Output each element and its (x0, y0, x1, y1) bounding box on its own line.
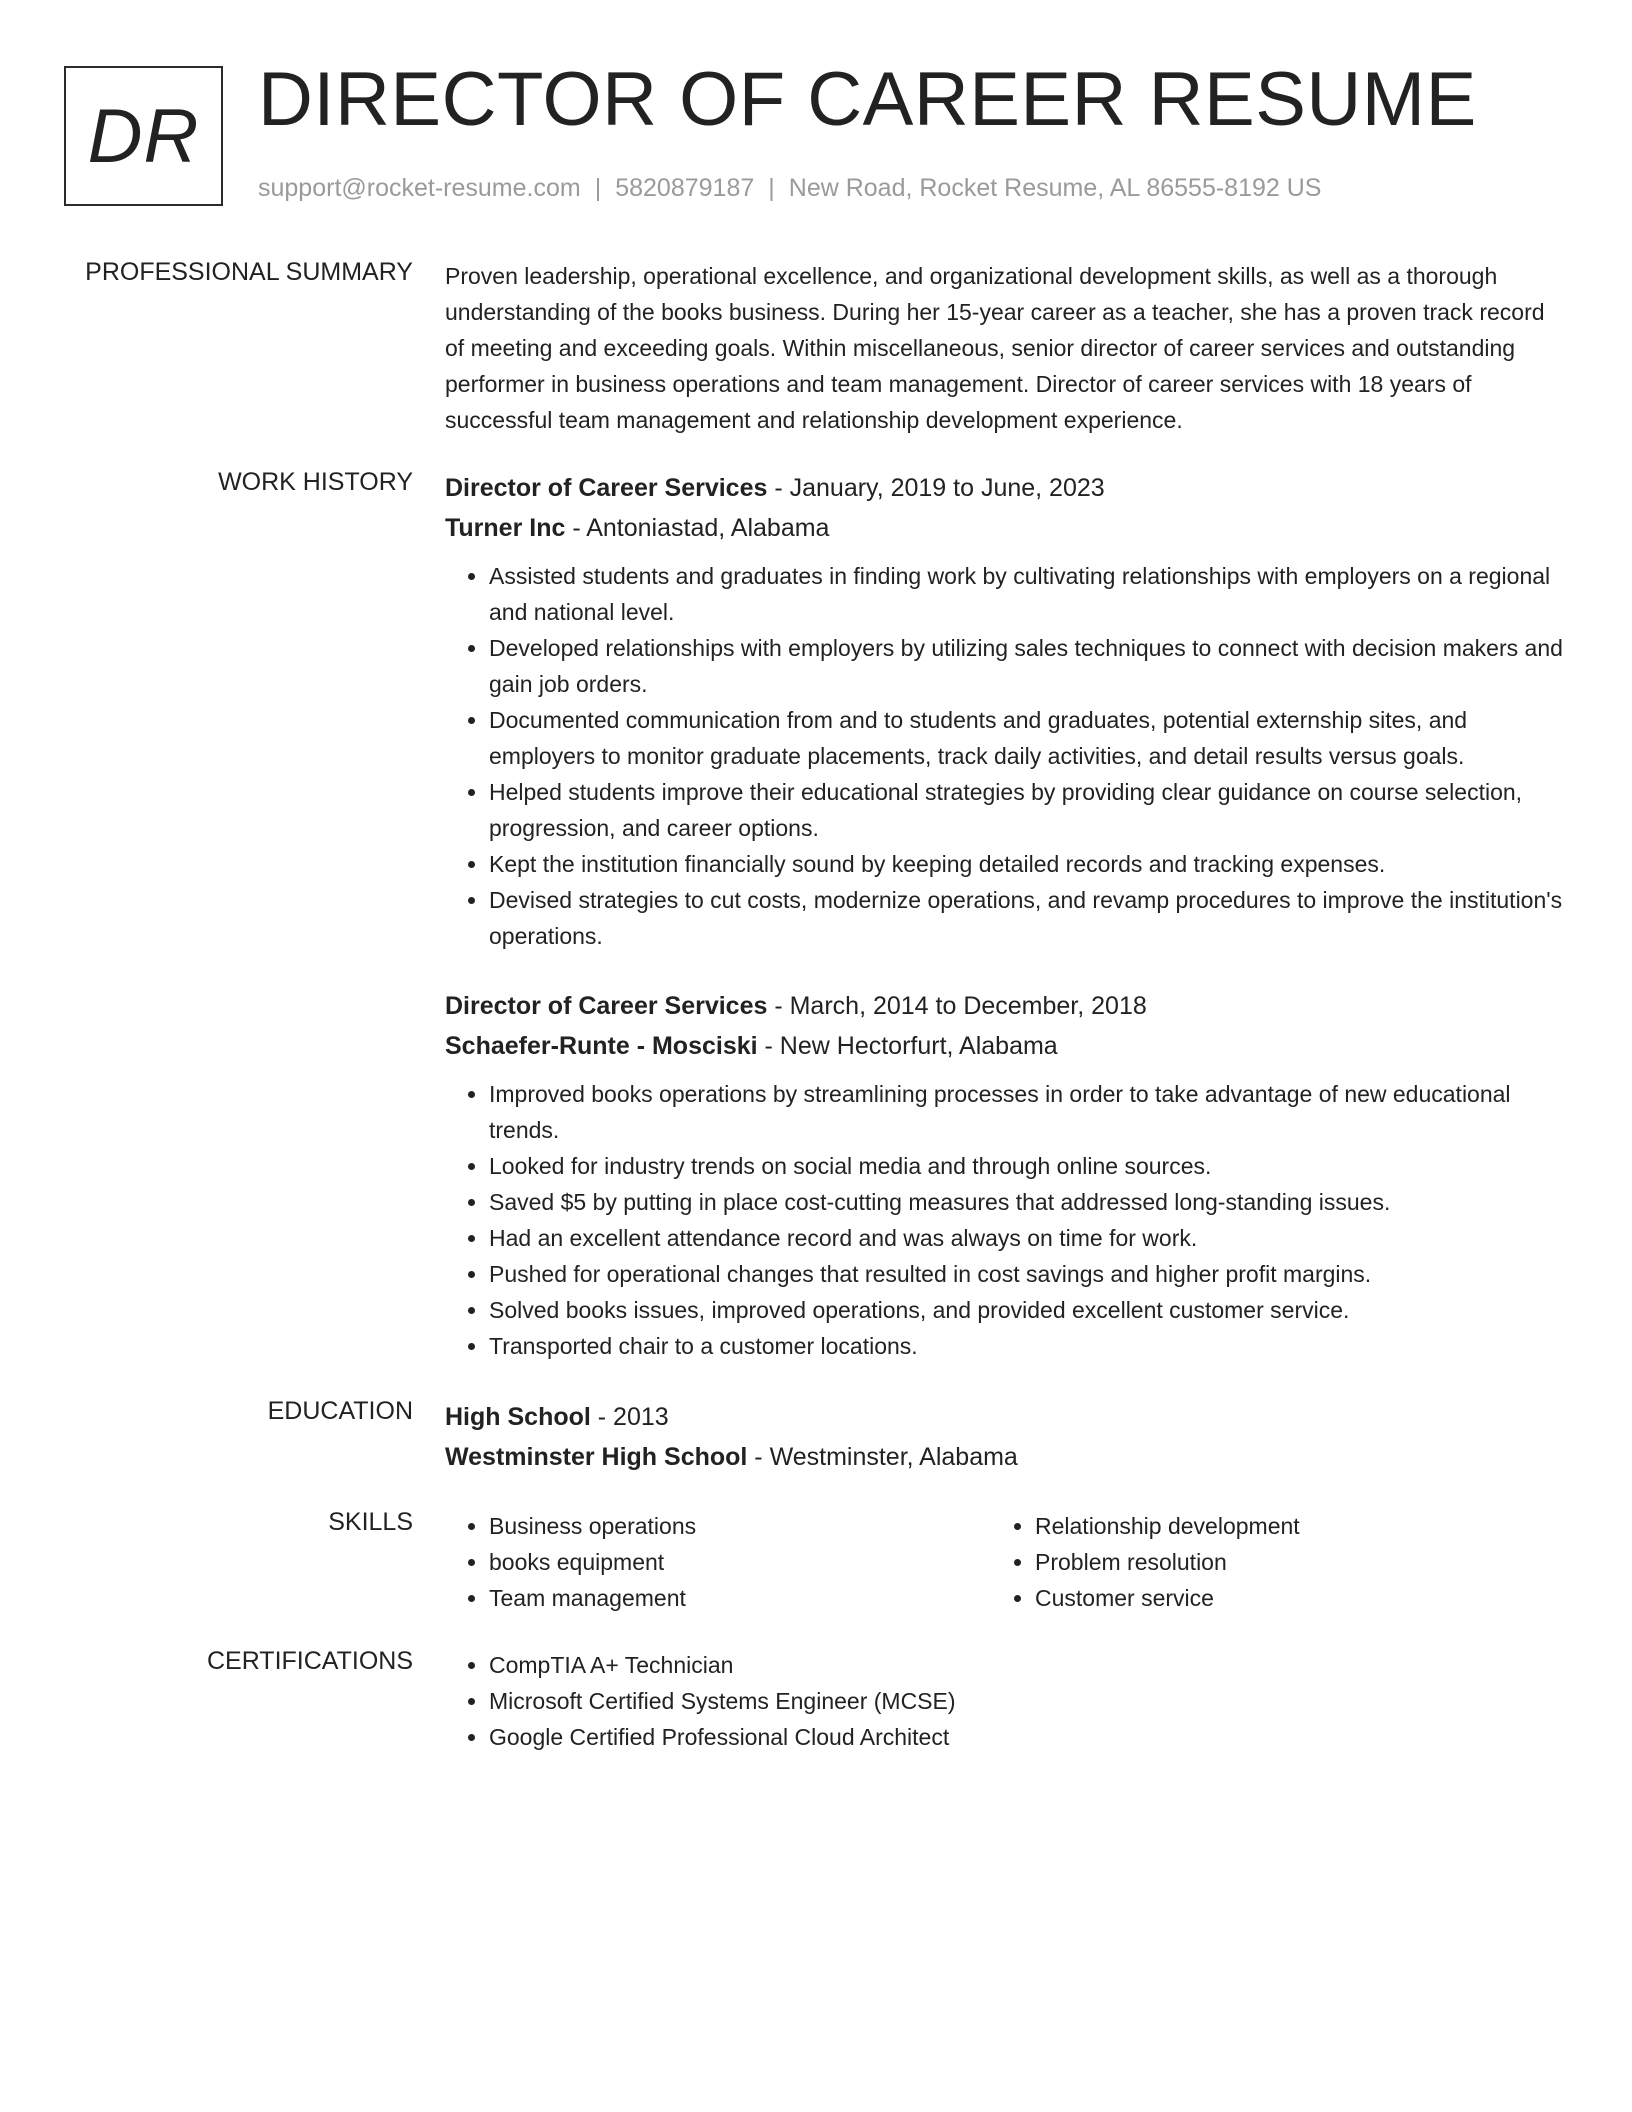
contact-email: support@rocket-resume.com (258, 174, 581, 202)
contact-phone: 5820879187 (615, 174, 755, 202)
education-body (445, 1397, 1565, 1477)
job-bullet: • Devised strategies to cut costs, modernize operations, and revamp procedures to improve the institution's operations. (489, 882, 1565, 954)
skill-item: • Relationship development (1035, 1508, 1537, 1544)
job-title: Director of Career Services (445, 992, 768, 1020)
job-company-line (445, 508, 1565, 548)
job-location: - New Hectorfurt, Alabama (757, 1032, 1058, 1060)
job-bullet: • Helped students improve their educational strategies by providing clear guidance on course selection, progression, and career options. (489, 774, 1565, 846)
education-degree-line (445, 1397, 1565, 1437)
job-company: Turner Inc (445, 514, 566, 542)
summary-body (445, 258, 1565, 438)
skills-grid (445, 1508, 1565, 1616)
skills-heading: SKILLS (328, 1508, 413, 1536)
job-bullets (445, 1076, 1565, 1364)
job-bullet: • Improved books operations by streamlining processes in order to take advantage of new educational trends. (489, 1076, 1565, 1148)
work-history-heading: WORK HISTORY (218, 468, 413, 496)
job-bullet: • Had an excellent attendance record and was always on time for work. (489, 1220, 1565, 1256)
certifications-list (445, 1647, 1565, 1755)
job-bullet: • Documented communication from and to students and graduates, potential externship sites, and employers to monitor graduate placements, track daily activities, and detail results versus goals. (489, 702, 1565, 774)
education-school: Westminster High School (445, 1443, 748, 1471)
job-bullet: • Transported chair to a customer locations. (489, 1328, 1565, 1364)
contact-line (258, 174, 1321, 203)
certification-item: • CompTIA A+ Technician (489, 1647, 1565, 1683)
job-location: - Antoniastad, Alabama (565, 514, 830, 542)
contact-address: New Road, Rocket Resume, AL 86555-8192 US (788, 174, 1322, 202)
skill-item: • books equipment (489, 1544, 991, 1580)
job-bullet: • Kept the institution financially sound by keeping detailed records and tracking expenses. (489, 846, 1565, 882)
certification-item: • Microsoft Certified Systems Engineer (MCSE) (489, 1683, 1565, 1719)
skill-item: • Team management (489, 1580, 991, 1616)
initials-monogram (64, 66, 223, 206)
job-bullet: • Pushed for operational changes that resulted in cost savings and higher profit margins. (489, 1256, 1565, 1292)
job-company: Schaefer-Runte - Mosciski (445, 1032, 758, 1060)
job-entry (445, 468, 1565, 954)
education-degree: High School (445, 1403, 591, 1431)
initials-text: DR (87, 93, 200, 179)
job-bullet: • Looked for industry trends on social media and through online sources. (489, 1148, 1565, 1184)
contact-separator: | (594, 174, 602, 202)
job-title-line (445, 986, 1565, 1026)
job-bullet: • Saved $5 by putting in place cost-cutting measures that addressed long-standing issues. (489, 1184, 1565, 1220)
job-dates: - January, 2019 to June, 2023 (767, 474, 1105, 502)
job-dates: - March, 2014 to December, 2018 (767, 992, 1147, 1020)
job-company-line (445, 1026, 1565, 1066)
certifications-body (445, 1647, 1565, 1755)
job-bullet: • Assisted students and graduates in finding work by cultivating relationships with employers on a regional and national level. (489, 558, 1565, 630)
skill-item: • Customer service (1035, 1580, 1537, 1616)
skill-item: • Business operations (489, 1508, 991, 1544)
job-title-line (445, 468, 1565, 508)
summary-heading: PROFESSIONAL SUMMARY (85, 258, 413, 286)
skills-column-right (991, 1508, 1537, 1616)
skill-item: • Problem resolution (1035, 1544, 1537, 1580)
job-entry (445, 986, 1565, 1364)
education-heading: EDUCATION (267, 1397, 413, 1425)
skills-column-left (445, 1508, 991, 1616)
summary-text: Proven leadership, operational excellence, and organizational development skills, as well as a thorough understanding of the books business. During her 15-year career as a teacher, she has a proven track record of meeting and exceeding goals. Within miscellaneous, senior director of career services and outstanding performer in business operations and team management. Director of career services with 18 years of successful team management and relationship development experience. (445, 263, 1545, 433)
education-location: - Westminster, Alabama (747, 1443, 1018, 1471)
resume-title: DIRECTOR OF CAREER RESUME (258, 57, 1477, 142)
certification-item: • Google Certified Professional Cloud Architect (489, 1719, 1565, 1755)
contact-separator: | (768, 174, 775, 202)
job-title: Director of Career Services (445, 474, 768, 502)
job-bullets (445, 558, 1565, 954)
job-bullet: • Developed relationships with employers by utilizing sales techniques to connect with decision makers and gain job orders. (489, 630, 1565, 702)
work-history-body (445, 468, 1565, 1364)
education-school-line (445, 1437, 1565, 1477)
job-bullet: • Solved books issues, improved operations, and provided excellent customer service. (489, 1292, 1565, 1328)
education-year: - 2013 (590, 1403, 669, 1431)
skills-body (445, 1508, 1565, 1616)
certifications-heading: CERTIFICATIONS (206, 1647, 413, 1675)
